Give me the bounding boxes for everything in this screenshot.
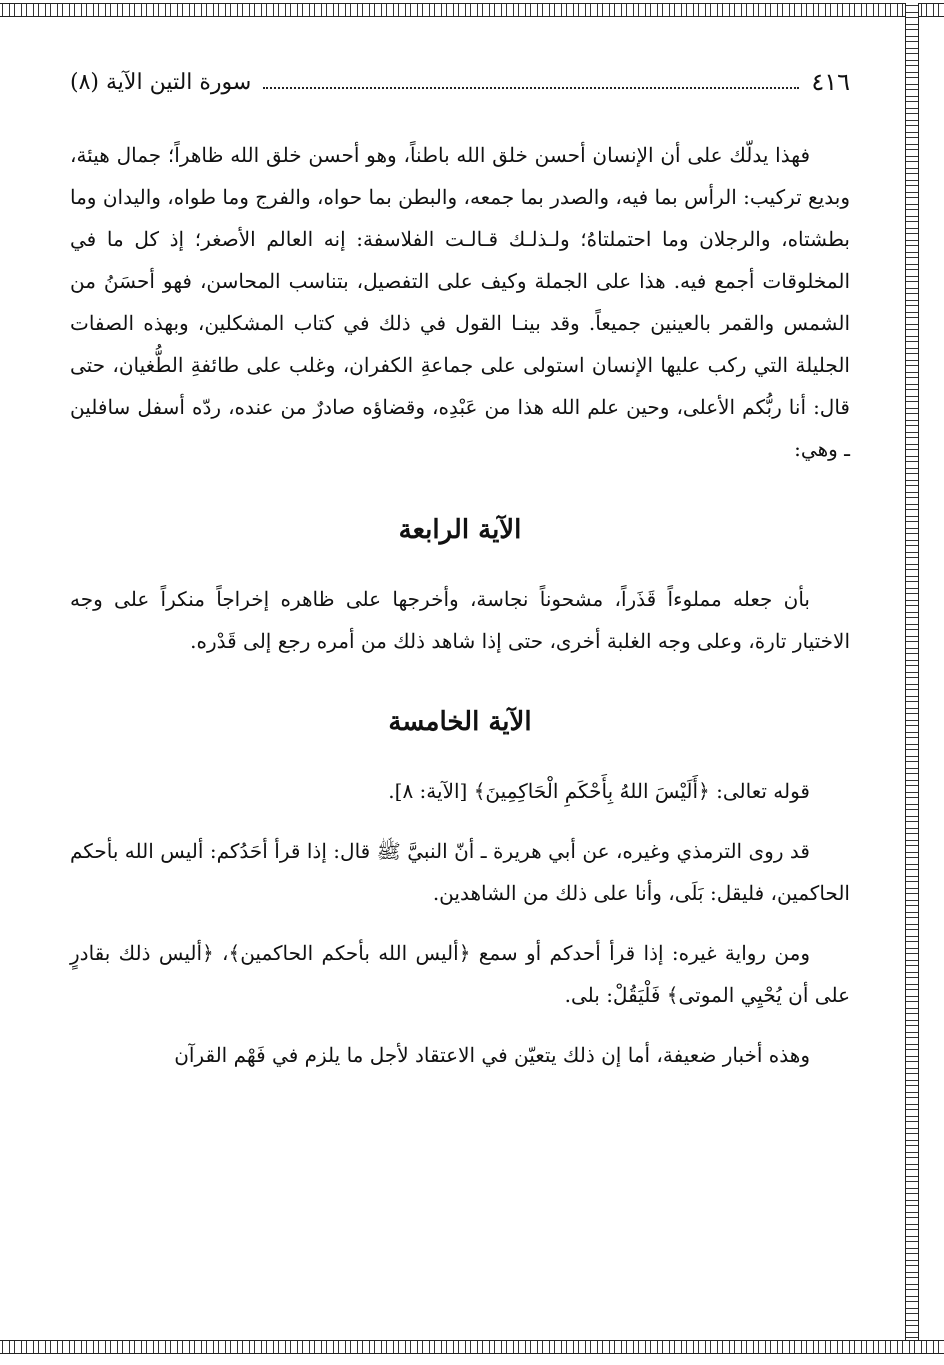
page-number: ٤١٦ — [811, 68, 850, 96]
decorative-border-bottom — [0, 1340, 944, 1354]
header-dot-leader — [263, 87, 799, 89]
paragraph-verse: قوله تعالى: ﴿أَلَيْسَ اللهُ بِأَحْكَمِ الْحَاكِمِينَ﴾ [الآية: ٨]. — [388, 779, 810, 803]
section-heading-4: الآية الرابعة — [398, 515, 522, 545]
running-header — [70, 60, 850, 104]
paragraph-hadith: قد روى الترمذي وغيره، عن أبي هريرة ـ أنّ النبيَّ ﷺ قال: إذا قرأ أحَدُكم: أليس الله بأحكم الحاكمين، فليقل: بَلَى، وأنا على ذلك من الشاهدين. — [70, 839, 850, 905]
running-title: سورة التين الآية (٨) — [70, 69, 252, 95]
paragraph-final: وهذه أخبار ضعيفة، أما إن ذلك يتعيّن في الاعتقاد لأجل ما يلزم في فَهْم القرآن — [174, 1043, 810, 1067]
section-heading-5: الآية الخامسة — [388, 707, 532, 737]
paragraph-2: بأن جعله مملوءاً قَذَراً، مشحوناً نجاسة، وأخرجها على ظاهره إخراجاً منكراً على وجه الاختيار تارة، وعلى وجه الغلبة أخرى، حتى إذا شاهد ذلك من أمره رجع إلى قَدْره. — [70, 587, 850, 653]
decorative-border-right — [905, 3, 919, 1354]
paragraph-other-narration: ومن رواية غيره: إذا قرأ أحدكم أو سمع ﴿أليس الله بأحكم الحاكمين﴾، ﴿أليس ذلك بقادرٍ على أن يُحْيِي الموتى﴾ فَلْيَقُلْ: بلى. — [70, 941, 850, 1007]
book-page — [70, 60, 850, 1076]
paragraph-1: فهذا يدلّك على أن الإنسان أحسن خلق الله باطناً، وهو أحسن خلق الله ظاهراً؛ جمال هيئة، وبديع تركيب: الرأس بما فيه، والصدر بما جمعه، والبطن بما حواه، والفرج وما طواه، واليدان وما بطشتاه، والرجلان وما احتملتاهُ؛ ولـذلـك قـالـت الفلاسفة: إنه العالم الأصغر؛ إذ كل ما في المخلوقات أجمع فيه. هذا على الجملة وكيف على التفصيل، بتناسب المحاسن، فهو أحسَنُ من الشمس والقمر بالعينين جميعاً. وقد بينـا القول في ذلك في كتاب المشكلين، وبهذه الصفات الجليلة التي ركب عليها الإنسان استولى على جماعةِ الكفران، وغلب على طائفةِ الطُّغيان، حتى قال: أنا ربُّكم الأعلى، وحين علم الله هذا من عَبْدِه، وقضاؤه صادرٌ من عنده، ردّه أسفل سافلين ـ وهي: — [70, 143, 850, 461]
decorative-border-top — [0, 3, 944, 17]
